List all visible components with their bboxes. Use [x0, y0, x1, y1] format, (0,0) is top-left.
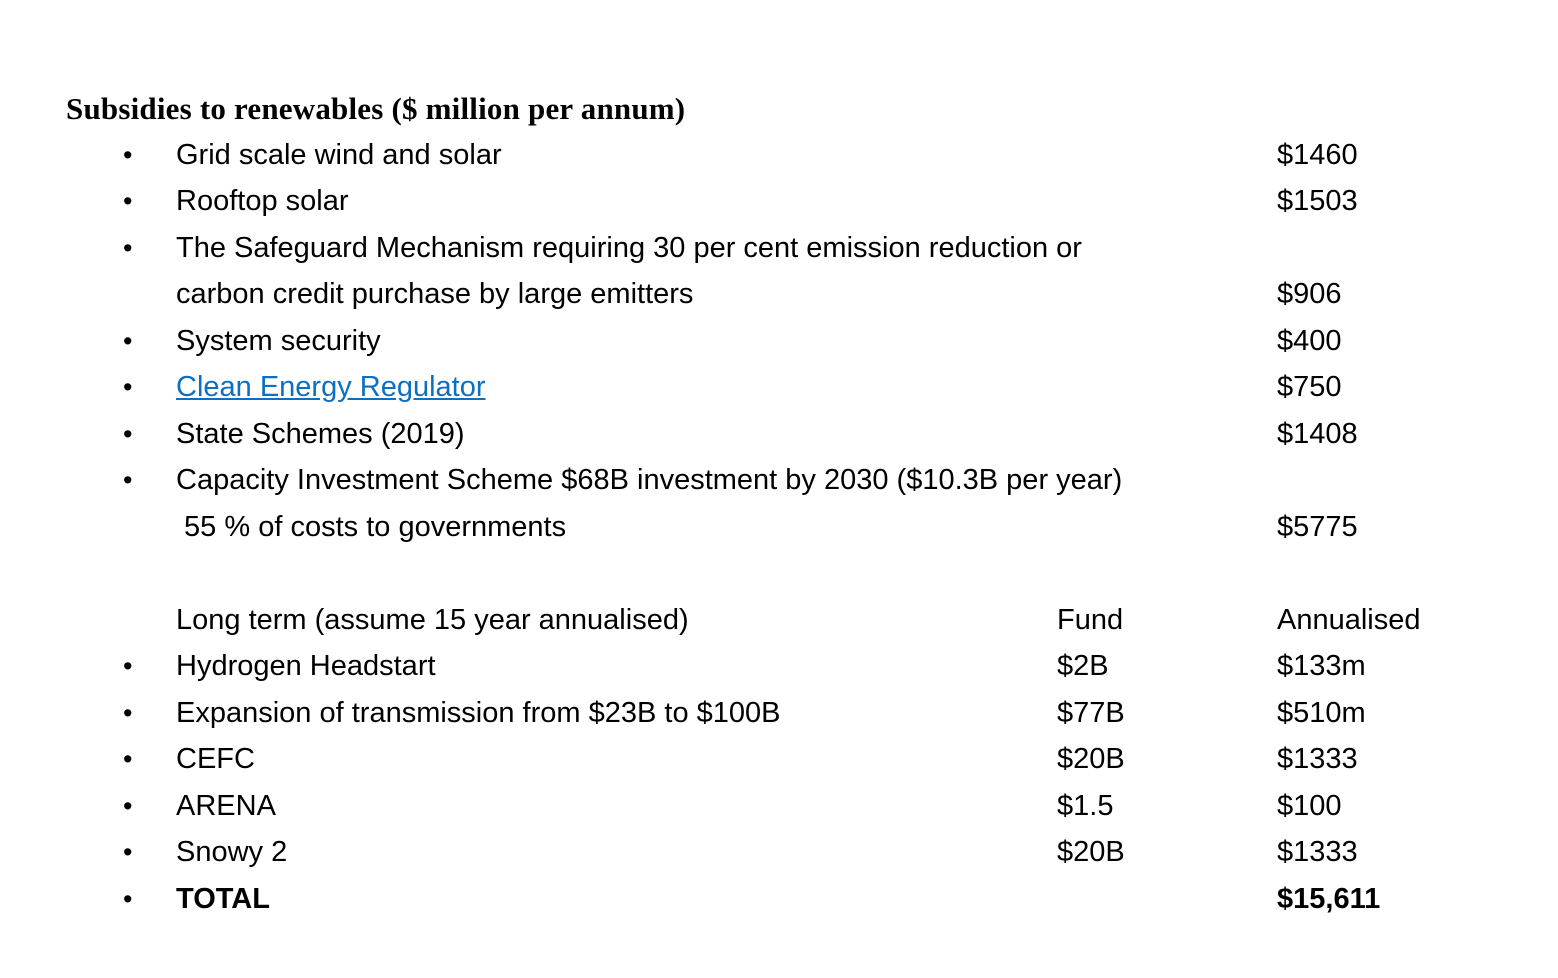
- item-label: carbon credit purchase by large emitters: [176, 278, 694, 311]
- item-fund-value: $77B: [1057, 696, 1125, 729]
- item-amount-value: $400: [1277, 324, 1342, 357]
- item-label: Hydrogen Headstart: [176, 650, 436, 683]
- list-item: [0, 504, 1558, 551]
- item-amount-value: $100: [1277, 789, 1342, 822]
- item-label: Snowy 2: [176, 836, 288, 869]
- list-item: [0, 690, 1558, 737]
- bullet-icon: •: [123, 465, 133, 496]
- item-label: Long term (assume 15 year annualised): [176, 603, 689, 636]
- item-label: The Safeguard Mechanism requiring 30 per cent emission reduction or: [176, 231, 1082, 264]
- item-amount-value: $1333: [1277, 743, 1358, 776]
- item-label: State Schemes (2019): [176, 417, 465, 450]
- item-label: 55 % of costs to governments: [176, 510, 567, 543]
- bullet-icon: •: [123, 697, 133, 728]
- item-amount-value: $750: [1277, 371, 1342, 404]
- list-item: [0, 411, 1558, 458]
- list-item: [0, 318, 1558, 365]
- item-label: Expansion of transmission from $23B to $100B: [176, 696, 781, 729]
- item-amount-value: $1408: [1277, 417, 1358, 450]
- bullet-icon: •: [123, 232, 133, 263]
- table-header-row: [0, 597, 1558, 644]
- item-fund-value: $2B: [1057, 650, 1109, 683]
- list-item: [0, 458, 1558, 505]
- item-label: TOTAL: [176, 882, 270, 915]
- list-item: [0, 132, 1558, 179]
- item-fund-value: $20B: [1057, 836, 1125, 869]
- bullet-icon: •: [123, 139, 133, 170]
- list-item: [0, 179, 1558, 226]
- content-list: [0, 132, 1558, 923]
- item-amount-value: $1503: [1277, 185, 1358, 218]
- list-item: [0, 830, 1558, 877]
- item-amount-value: $5775: [1277, 510, 1358, 543]
- item-label: Capacity Investment Scheme $68B investment by 2030 ($10.3B per year): [176, 464, 1123, 497]
- item-amount-value: $906: [1277, 278, 1342, 311]
- item-amount-value: $15,611: [1277, 882, 1381, 915]
- bullet-icon: •: [123, 883, 133, 914]
- list-item: [0, 737, 1558, 784]
- bullet-icon: •: [123, 837, 133, 868]
- list-item: [0, 225, 1558, 272]
- bullet-icon: •: [123, 418, 133, 449]
- item-label: ARENA: [176, 789, 276, 822]
- list-item: [0, 644, 1558, 691]
- bullet-icon: •: [123, 186, 133, 217]
- bullet-icon: •: [123, 325, 133, 356]
- page-title: Subsidies to renewables ($ million per annum): [66, 90, 686, 126]
- bullet-icon: •: [123, 744, 133, 775]
- item-fund-value: Fund: [1057, 603, 1124, 636]
- item-amount-value: $1333: [1277, 836, 1358, 869]
- clean-energy-regulator-link[interactable]: Clean Energy Regulator: [176, 371, 486, 404]
- bullet-icon: •: [123, 651, 133, 682]
- item-label: System security: [176, 324, 381, 357]
- item-fund-value: $1.5: [1057, 789, 1114, 822]
- item-amount-value: $133m: [1277, 650, 1366, 683]
- item-label: CEFC: [176, 743, 255, 776]
- item-amount-value: $510m: [1277, 696, 1366, 729]
- item-amount-value: Annualised: [1277, 603, 1421, 636]
- item-fund-value: $20B: [1057, 743, 1125, 776]
- list-item: [0, 783, 1558, 830]
- item-label: Grid scale wind and solar: [176, 138, 502, 171]
- list-item: [0, 272, 1558, 319]
- list-item: [0, 876, 1558, 923]
- bullet-icon: •: [123, 790, 133, 821]
- section-gap: [0, 551, 1558, 598]
- bullet-icon: •: [123, 372, 133, 403]
- item-amount-value: $1460: [1277, 138, 1358, 171]
- list-item: [0, 365, 1558, 412]
- item-label: Rooftop solar: [176, 185, 349, 218]
